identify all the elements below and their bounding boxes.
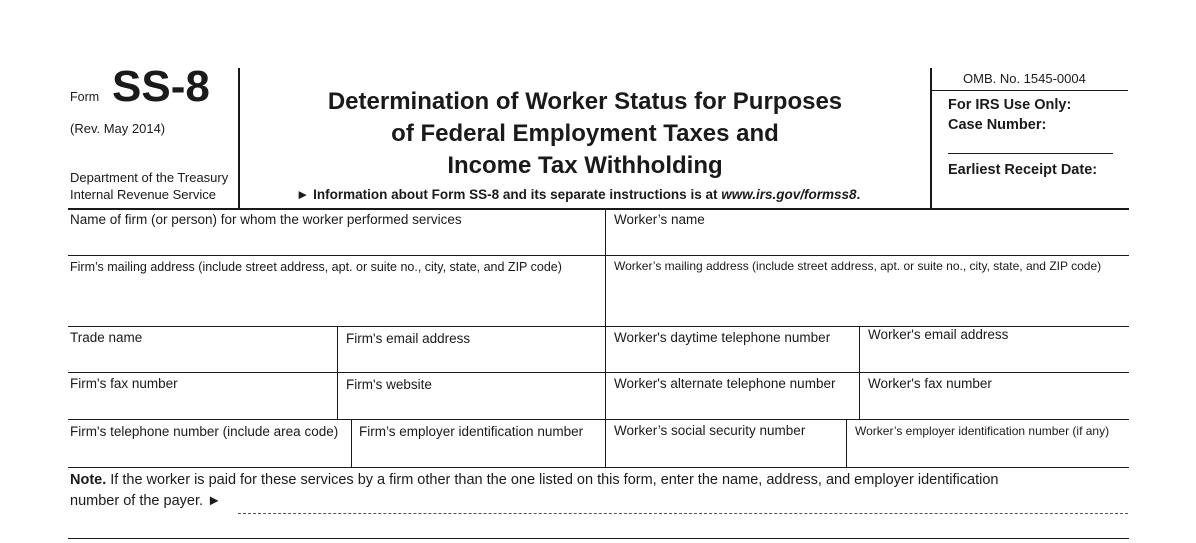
case-number-label: Case Number: xyxy=(948,117,1047,133)
worker-email-label: Worker's email address xyxy=(868,327,1009,342)
payer-note-line-2 xyxy=(70,491,221,512)
title-line-2: of Federal Employment Taxes and xyxy=(391,120,779,147)
firm-website-label: Firm's website xyxy=(346,377,432,392)
worker-name-field[interactable] xyxy=(606,209,1129,255)
worker-mailing-address-label: Worker’s mailing address (include street address, apt. or suite no., city, state, and ZIP code) xyxy=(614,259,1102,273)
firm-ein-field[interactable] xyxy=(352,420,605,467)
form-title xyxy=(240,86,930,182)
payer-entry-line[interactable] xyxy=(238,513,1128,514)
firm-email-field[interactable] xyxy=(338,327,605,372)
firm-name-field[interactable] xyxy=(68,209,605,255)
note-text-line-2: number of the payer. xyxy=(70,493,203,509)
irs-use-only-label: For IRS Use Only: xyxy=(948,97,1072,113)
omb-number: OMB. No. 1545-0004 xyxy=(963,71,1086,86)
worker-daytime-phone-label: Worker's daytime telephone number xyxy=(614,330,831,345)
trade-name-field[interactable] xyxy=(68,327,337,372)
form-word: Form xyxy=(70,90,100,104)
worker-ein-field[interactable] xyxy=(847,420,1129,467)
firm-mailing-address-label: Firm’s mailing address (include street address, apt. or suite no., city, state, and ZIP code) xyxy=(70,260,562,274)
worker-ssn-label: Worker’s social security number xyxy=(614,423,806,438)
title-line-1: Determination of Worker Status for Purposes xyxy=(327,88,843,115)
irs-url-link[interactable]: www.irs.gov/formss8 xyxy=(721,187,857,202)
worker-ssn-field[interactable] xyxy=(606,420,846,467)
firm-fax-label: Firm's fax number xyxy=(70,376,178,391)
firm-phone-label: Firm's telephone number (include area code) xyxy=(70,424,339,439)
case-number-line[interactable] xyxy=(948,153,1113,154)
firm-fax-field[interactable] xyxy=(68,373,337,419)
earliest-receipt-date-label: Earliest Receipt Date: xyxy=(948,162,1098,178)
info-period: . xyxy=(856,187,861,202)
worker-daytime-phone-field[interactable] xyxy=(606,327,859,372)
form-number: SS-8 xyxy=(112,62,210,111)
play-arrow-icon: ► xyxy=(296,187,310,202)
instructions-info xyxy=(296,187,860,202)
worker-alt-phone-field[interactable] xyxy=(606,373,859,419)
firm-phone-field[interactable] xyxy=(68,420,351,467)
note-label: Note. xyxy=(70,472,107,488)
agency-name: Internal Revenue Service xyxy=(70,187,216,202)
firm-email-label: Firm's email address xyxy=(346,331,471,346)
worker-mailing-address-field[interactable] xyxy=(606,256,1129,326)
play-arrow-icon: ► xyxy=(207,493,222,509)
worker-fax-label: Worker's fax number xyxy=(868,376,992,391)
worker-email-field[interactable] xyxy=(860,327,1129,372)
revision-date: (Rev. May 2014) xyxy=(70,121,166,136)
omb-divider xyxy=(931,90,1128,91)
worker-alt-phone-label: Worker's alternate telephone number xyxy=(614,376,836,391)
firm-name-label: Name of firm (or person) for whom the worker performed services xyxy=(70,212,462,227)
info-text: Information about Form SS-8 and its separate instructions is at xyxy=(313,187,718,202)
header-right-divider xyxy=(930,68,932,208)
title-line-3: Income Tax Withholding xyxy=(447,152,723,179)
worker-fax-field[interactable] xyxy=(860,373,1129,419)
worker-name-label: Worker’s name xyxy=(614,212,705,227)
payer-note xyxy=(70,470,1130,491)
firm-website-field[interactable] xyxy=(338,373,605,419)
firm-ein-label: Firm’s employer identification number xyxy=(359,424,584,439)
note-bottom-rule xyxy=(68,538,1129,539)
note-text-line-1: If the worker is paid for these services by a firm other than the one listed on this form, enter the name, address, and employer identification xyxy=(110,472,999,488)
row-divider-5 xyxy=(68,467,1129,468)
trade-name-label: Trade name xyxy=(70,330,143,345)
department-name: Department of the Treasury xyxy=(70,170,229,185)
worker-ein-label: Worker’s employer identification number (if any) xyxy=(855,424,1110,438)
firm-mailing-address-field[interactable] xyxy=(68,256,605,326)
